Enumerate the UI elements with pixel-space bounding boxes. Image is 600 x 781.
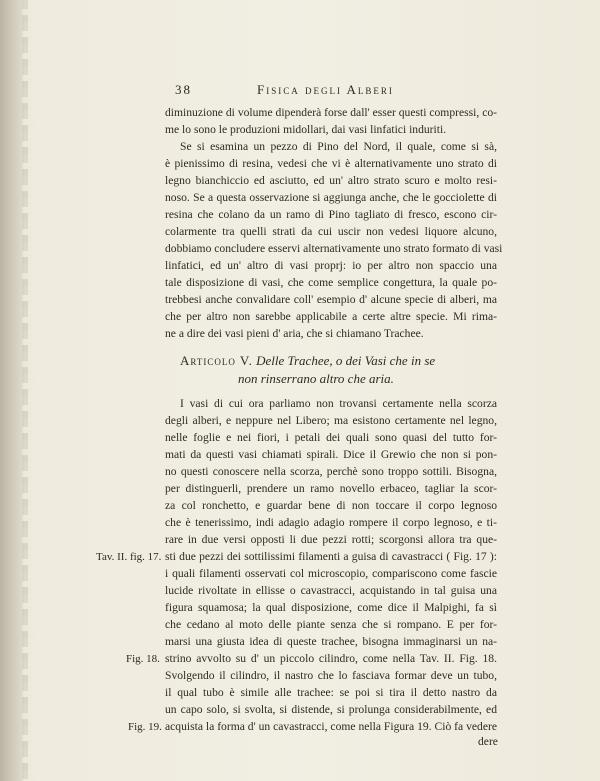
text-line: ne a dire dei vasi pieni d' aria, che si chiamano Trachee. [165, 327, 424, 340]
text-line: diminuzione di volume dipenderà forse dall' esser questi compressi, co- [165, 106, 497, 119]
margin-note-fig18: Fig. 18. [126, 653, 160, 665]
running-title: Fisica degli Alberi [257, 82, 394, 97]
margin-note-fig19: Fig. 19. [128, 721, 162, 733]
text-line: Se si esamina un pezzo di Pino del Nord, il quale, come si sà, [180, 140, 497, 153]
text-line: rare in due versi opposti li due pezzi rotti; scorgonsi allora tra que- [165, 533, 497, 546]
text-line: nelle foglie e nei fiori, i petali dei quali sono quasi del tutto for- [165, 431, 497, 444]
catchword: dere [478, 735, 498, 748]
text-line: acquista la forma d' un cavastracci, come nella Figura 19. Ciò fa vedere [165, 720, 497, 733]
text-line: me lo sono le produzioni midollari, dai vasi linfatici induriti. [165, 123, 447, 136]
text-line: degli alberi, e neppure nel Libero; ma esistono certamente nel legno, [165, 414, 497, 427]
text-line: I vasi di cui ora parliamo non trovansi certamente nella scorza [180, 397, 497, 410]
text-line: no questi conoscere nella scorza, perchè sono troppo sottili. Bisogna, [165, 465, 497, 478]
article-title-line2: non rinserrano altro che aria. [238, 371, 394, 386]
text-line: che cedano al moto delle piante senza che si rompano. E per for- [165, 618, 497, 631]
text-line: mati da questi vasi chiamati spirali. Dice il Grewio che non si pon- [165, 448, 497, 461]
text-line: Svolgendo il cilindro, il nastro che lo fasciava formar deve un tubo, [165, 669, 497, 682]
text-line: i quali filamenti osservati col microscopio, compariscono come fascie [165, 567, 497, 580]
text-line: noso. Se a questa osservazione si aggiunga anche, che le gocciolette di [165, 191, 497, 204]
text-line: colarmente tra quelli strati da cui uscir non vedesi liquore alcuno, [165, 225, 497, 238]
article-label: Articolo V. [180, 353, 253, 368]
article-heading [180, 352, 497, 370]
text-line: linfatici, ed un' altro di vasi proprj: io per altro non spaccio una [165, 259, 497, 272]
text-line: tale disposizione di vasi, che come semplice congettura, la quale po- [165, 276, 497, 289]
text-line: figura squamosa; la qual disposizione, come dice il Malpighi, fa sì [165, 601, 497, 614]
text-line: per distinguerli, prendere un ramo novello erbaceo, tagliar la scor- [165, 482, 497, 495]
text-line: il qual tubo è simile alle trachee: se poi si tira il detto nastro da [165, 686, 497, 699]
text-line: sti due pezzi dei sottilissimi filamenti a guisa di cavastracci ( Fig. 17 ): [165, 550, 497, 563]
text-line: lucide rivoltate in ellisse o cavastracci, acquistando in tal guisa una [165, 584, 497, 597]
text-line: un capo solo, si svolta, si distende, si prolunga considerabilmente, ed [165, 703, 497, 716]
text-line: marsi una giusta idea di queste trachee, bisogna immaginarsi un na- [165, 635, 497, 648]
text-line: trebbesi anche convalidare coll' esempio d' alcune specie di alberi, ma [165, 293, 497, 306]
text-line: legno bianchiccio ed asciutto, ed un' altro strato scuro e molto resi- [165, 174, 497, 187]
margin-note-fig17: Tav. II. fig. 17. [96, 551, 162, 563]
text-line: che per altro non sarebbe applicabile a certe altre specie. Mi rima- [165, 310, 497, 323]
page-number: 38 [175, 82, 192, 97]
text-line: dobbiamo concludere esservi alternativamente uno strato formato di vasi [165, 242, 503, 255]
page-header [175, 82, 497, 102]
text-line: strino avvolto su d' un piccolo cilindro, come nella Tav. II. Fig. 18. [165, 652, 497, 665]
text-line: che è tenerissimo, indi adagio adagio rompere il corpo legnoso, e ti- [165, 516, 497, 529]
article-title-line1: Delle Trachee, o dei Vasi che in se [256, 353, 436, 368]
text-line: za col ronchetto, e guardar bene di non toccare il corpo legnoso [165, 499, 497, 512]
text-line: è pienissimo di resina, vedesi che vi è alternativamente uno strato di [165, 157, 497, 170]
text-line: resina che colano da un ramo di Pino tagliato di fresco, escono cir- [165, 208, 497, 221]
